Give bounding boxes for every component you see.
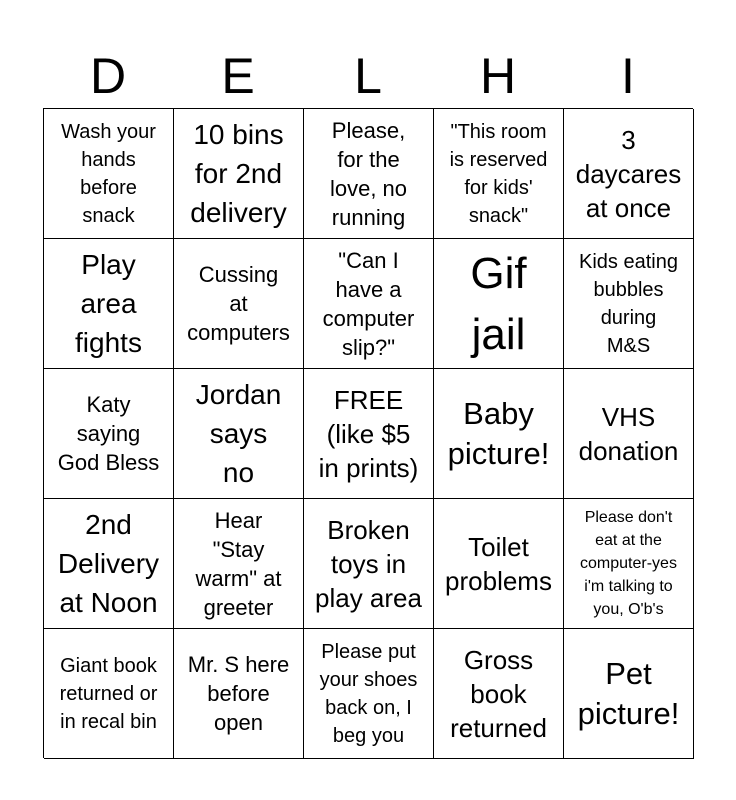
bingo-cell-r3c3[interactable]	[304, 369, 434, 499]
bingo-cell-r1c4[interactable]	[434, 109, 564, 239]
bingo-cell-r5c1[interactable]	[44, 629, 174, 759]
cell-text: Katy saying God Bless	[57, 392, 160, 475]
bingo-cell-r5c5[interactable]	[564, 629, 694, 759]
cell-text: Gif jail	[470, 248, 527, 359]
cell-text: Baby picture!	[447, 395, 550, 471]
cell-text: Jordan says no	[195, 379, 282, 488]
cell-text: Kids eating bubbles during M&S	[579, 250, 678, 357]
bingo-cell-r2c3[interactable]	[304, 239, 434, 369]
bingo-cell-r1c1[interactable]	[44, 109, 174, 239]
bingo-header	[43, 44, 693, 108]
bingo-cell-r3c2[interactable]	[174, 369, 304, 499]
header-letter-l: L	[354, 48, 382, 104]
bingo-cell-r5c4[interactable]	[434, 629, 564, 759]
cell-text: 3 daycares at once	[575, 124, 682, 223]
cell-text: 2nd Delivery at Noon	[57, 509, 160, 618]
bingo-cell-r1c2[interactable]	[174, 109, 304, 239]
cell-text: Toilet problems	[445, 531, 552, 596]
bingo-cell-r4c5[interactable]	[564, 499, 694, 629]
cell-text: Please, for the love, no running	[329, 117, 408, 230]
bingo-cell-r5c2[interactable]	[174, 629, 304, 759]
cell-text: Wash your hands before snack	[61, 120, 156, 227]
bingo-cell-r4c3[interactable]	[304, 499, 434, 629]
header-letter-h: H	[479, 48, 517, 104]
cell-text: 10 bins for 2nd delivery	[190, 119, 287, 228]
bingo-cell-r2c5[interactable]	[564, 239, 694, 369]
cell-text: Broken toys in play area	[315, 514, 422, 613]
cell-text: FREE (like $5 in prints)	[318, 384, 419, 483]
cell-text: "This room is reserved for kids' snack"	[449, 120, 548, 227]
header-letter-i: I	[621, 48, 635, 104]
bingo-cell-r3c5[interactable]	[564, 369, 694, 499]
bingo-cell-r2c1[interactable]	[44, 239, 174, 369]
cell-text: "Can I have a computer slip?"	[322, 247, 415, 360]
cell-text: Giant book returned or in recal bin	[59, 654, 158, 733]
cell-text: Play area fights	[75, 249, 142, 358]
bingo-cell-r3c4[interactable]	[434, 369, 564, 499]
cell-text: Pet picture!	[577, 655, 680, 731]
cell-text: Cussing at computers	[187, 262, 290, 345]
bingo-cell-r4c2[interactable]	[174, 499, 304, 629]
bingo-board	[43, 108, 693, 758]
bingo-cell-r2c4[interactable]	[434, 239, 564, 369]
bingo-cell-r4c1[interactable]	[44, 499, 174, 629]
cell-text: Hear "Stay warm" at greeter	[195, 507, 282, 620]
cell-text: VHS donation	[578, 401, 679, 466]
cell-text: Please put your shoes back on, I beg you	[319, 640, 418, 747]
bingo-cell-r2c2[interactable]	[174, 239, 304, 369]
bingo-cell-r3c1[interactable]	[44, 369, 174, 499]
bingo-cell-r4c4[interactable]	[434, 499, 564, 629]
bingo-cell-r1c5[interactable]	[564, 109, 694, 239]
cell-text: Gross book returned	[450, 644, 547, 743]
cell-text: Please don't eat at the computer-yes i'm talking to you, O'b's	[580, 509, 677, 618]
bingo-cell-r1c3[interactable]	[304, 109, 434, 239]
bingo-cell-r5c3[interactable]	[304, 629, 434, 759]
cell-text: Mr. S here before open	[187, 652, 290, 735]
header-letter-e: E	[221, 48, 255, 104]
header-letter-d: D	[89, 48, 127, 104]
